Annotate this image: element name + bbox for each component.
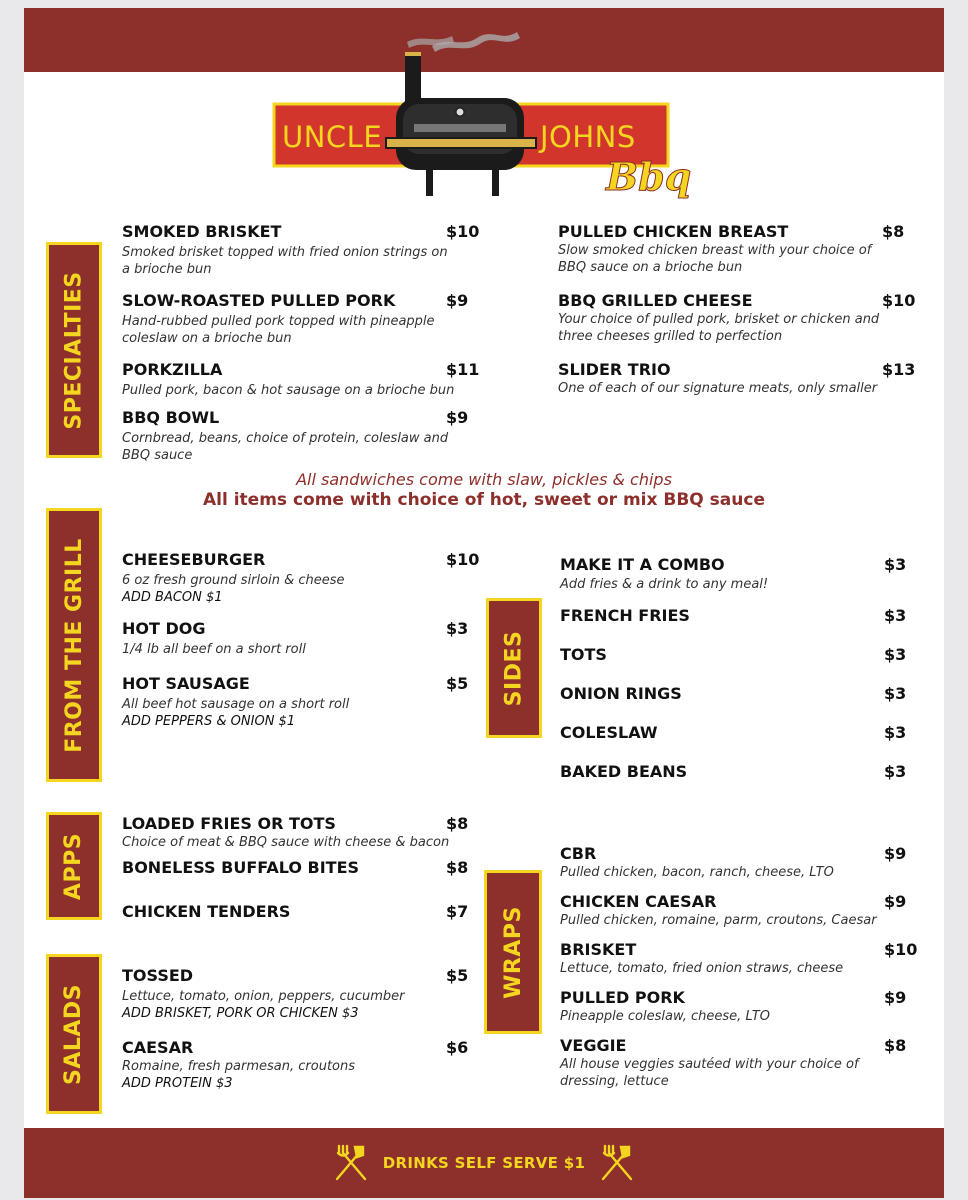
description-text: 6 oz fresh ground sirloin & cheese	[122, 573, 345, 588]
item-price: $3	[884, 606, 907, 625]
logo	[272, 16, 712, 199]
item-name: PULLED CHICKEN BREAST	[558, 222, 789, 241]
item-description: Choice of meat & BBQ sauce with cheese & bacon	[122, 835, 450, 850]
item-description	[122, 696, 452, 730]
item-name: PORKZILLA	[122, 360, 223, 379]
item-price: $7	[446, 902, 469, 921]
item-description: Slow smoked chicken breast with your choice of BBQ sauce on a brioche bun	[558, 243, 872, 275]
logo-left-word: UNCLE	[282, 120, 383, 154]
tab-from-the-grill: FROM THE GRILL	[46, 508, 102, 782]
item-description: Lettuce, tomato, fried onion straws, cheese	[560, 961, 844, 976]
item-price: $3	[884, 555, 907, 574]
sauce-note: All items come with choice of hot, sweet or mix BBQ sauce	[203, 490, 765, 510]
item-description: All house veggies sautéed with your choice of dressing, lettuce	[560, 1057, 859, 1089]
item-name: TOTS	[560, 645, 607, 664]
item-description: Smoked brisket topped with fried onion strings on a brioche bun	[122, 245, 448, 277]
item-description: 1/4 lb all beef on a short roll	[122, 642, 306, 657]
item-name: SLIDER TRIO	[558, 360, 671, 379]
tab-sides: SIDES	[486, 598, 542, 738]
footer-drinks-text: DRINKS SELF SERVE $1	[382, 1154, 586, 1172]
logo-script-word: Bbq	[606, 154, 692, 199]
item-description: Pulled pork, bacon & hot sausage on a brioche bun	[122, 383, 455, 398]
addon-text: ADD BACON $1	[122, 590, 223, 605]
item-price: $10	[446, 550, 480, 569]
item-price: $9	[884, 844, 907, 863]
item-price: $3	[884, 723, 907, 742]
item-price: $5	[446, 674, 469, 693]
item-description	[122, 988, 462, 1022]
footer-band	[24, 1128, 944, 1198]
item-price: $13	[882, 360, 916, 379]
item-price: $6	[446, 1038, 469, 1057]
description-text: Romaine, fresh parmesan, croutons	[122, 1059, 356, 1074]
item-price: $10	[882, 291, 916, 310]
item-description: Pineapple coleslaw, cheese, LTO	[560, 1009, 770, 1024]
item-name: BBQ BOWL	[122, 408, 220, 427]
item-name: CBR	[560, 844, 597, 863]
item-price: $3	[446, 619, 469, 638]
item-price: $9	[446, 291, 469, 310]
item-price: $11	[446, 360, 480, 379]
item-price: $9	[884, 988, 907, 1007]
tab-apps: APPS	[46, 812, 102, 920]
item-price: $3	[884, 762, 907, 781]
item-price: $8	[446, 814, 469, 833]
item-price: $10	[884, 940, 918, 959]
item-name: TOSSED	[122, 966, 194, 985]
item-name: CHICKEN TENDERS	[122, 902, 291, 921]
item-name: BAKED BEANS	[560, 762, 688, 781]
item-description: Pulled chicken, bacon, ranch, cheese, LTO	[560, 865, 834, 880]
tab-specialties: SPECIALTIES	[46, 242, 102, 458]
item-price: $9	[446, 408, 469, 427]
item-name: PULLED PORK	[560, 988, 685, 1007]
logo-right-word: JOHNS	[540, 120, 636, 154]
item-name: SMOKED BRISKET	[122, 222, 282, 241]
item-name: ONION RINGS	[560, 684, 682, 703]
item-name: MAKE IT A COMBO	[560, 555, 725, 574]
item-name: COLESLAW	[560, 723, 658, 742]
item-name: LOADED FRIES OR TOTS	[122, 814, 336, 833]
item-description: Add fries & a drink to any meal!	[560, 577, 769, 592]
item-name: CAESAR	[122, 1038, 194, 1057]
item-description	[122, 572, 452, 606]
item-name: CHICKEN CAESAR	[560, 892, 717, 911]
item-price: $5	[446, 966, 469, 985]
item-name: BONELESS BUFFALO BITES	[122, 858, 360, 877]
item-name: HOT DOG	[122, 619, 206, 638]
addon-text: ADD BRISKET, PORK OR CHICKEN $3	[122, 1006, 359, 1021]
item-description: Hand-rubbed pulled pork topped with pineapple coleslaw on a brioche bun	[122, 314, 435, 346]
item-price: $3	[884, 645, 907, 664]
description-text: Lettuce, tomato, onion, peppers, cucumber	[122, 989, 405, 1004]
tab-wraps: WRAPS	[484, 870, 542, 1034]
item-description: Pulled chicken, romaine, parm, croutons, Caesar	[560, 913, 877, 928]
item-name: BRISKET	[560, 940, 637, 959]
addon-text: ADD PEPPERS & ONION $1	[122, 714, 296, 729]
addon-text: ADD PROTEIN $3	[122, 1076, 233, 1091]
item-price: $9	[884, 892, 907, 911]
description-text: All beef hot sausage on a short roll	[122, 697, 350, 712]
item-name: CHEESEBURGER	[122, 550, 266, 569]
item-description: Cornbread, beans, choice of protein, coleslaw and BBQ sauce	[122, 431, 449, 463]
item-name: BBQ GRILLED CHEESE	[558, 291, 753, 310]
item-description	[122, 1058, 452, 1092]
sandwich-note: All sandwiches come with slaw, pickles & chips	[296, 470, 672, 489]
item-name: SLOW-ROASTED PULLED PORK	[122, 291, 396, 310]
item-description: Your choice of pulled pork, brisket or chicken and three cheeses grilled to perfection	[558, 312, 880, 344]
crossed-fork-spatula-icon	[597, 1143, 637, 1183]
item-name: FRENCH FRIES	[560, 606, 690, 625]
tab-salads: SALADS	[46, 954, 102, 1114]
item-price: $3	[884, 684, 907, 703]
item-price: $8	[884, 1036, 907, 1055]
item-description: One of each of our signature meats, only smaller	[558, 381, 878, 396]
item-name: HOT SAUSAGE	[122, 674, 250, 693]
item-name: VEGGIE	[560, 1036, 627, 1055]
menu-page	[24, 8, 944, 1198]
item-price: $8	[446, 858, 469, 877]
crossed-fork-spatula-icon	[331, 1143, 371, 1183]
item-price: $10	[446, 222, 480, 241]
item-price: $8	[882, 222, 905, 241]
